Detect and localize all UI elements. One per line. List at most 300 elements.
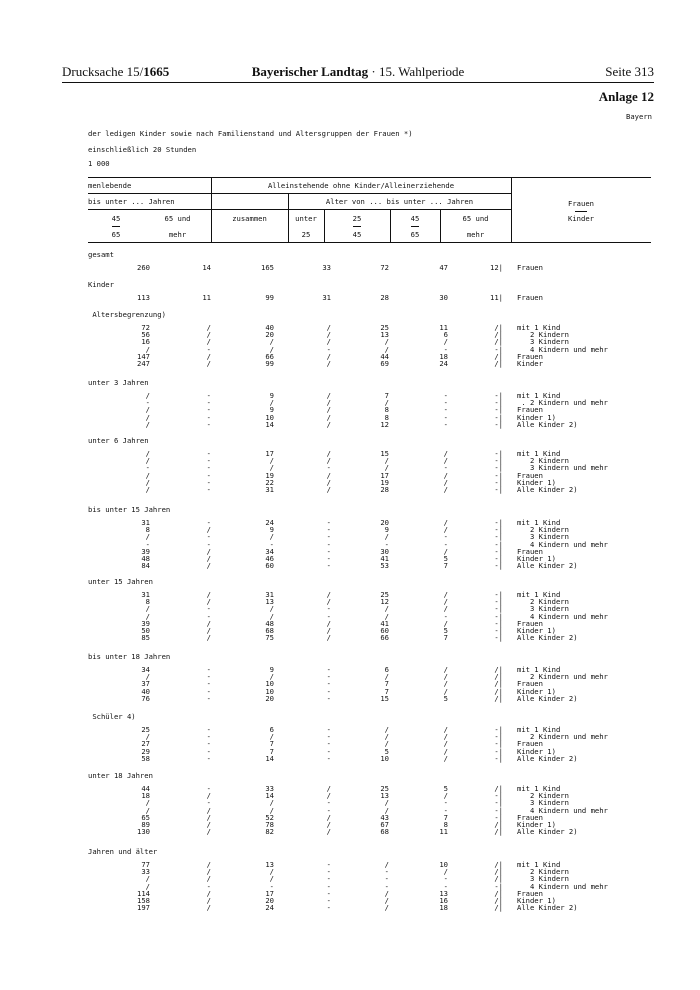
table-cell: 5 [443, 626, 448, 635]
row-label: Alle Kinder 2) [517, 419, 578, 429]
table-cell: 17 [265, 449, 274, 458]
table-cell: - [384, 881, 389, 891]
table-cell: 11| [490, 293, 503, 302]
header-col-mehr-single: mehr [466, 230, 485, 239]
table-cell: 8 [443, 820, 448, 829]
table-cell: 75 [265, 633, 274, 643]
table-cell: 18 [439, 351, 448, 361]
table-cell: / [206, 633, 211, 643]
section-title: unter 18 Jahren [88, 771, 153, 780]
table-cell: 76 [141, 693, 150, 703]
header-dash [353, 226, 361, 227]
table-cell: /| [494, 784, 503, 793]
table-cell: 113 [137, 293, 150, 302]
table-cell: / [326, 626, 331, 635]
parliament-title [62, 64, 654, 80]
table-cell: / [384, 604, 389, 614]
table-cell: / [145, 732, 150, 742]
table-cell: 16 [439, 896, 448, 905]
table-cell: / [326, 351, 331, 361]
document-number-prefix: Drucksache 15/ [62, 64, 144, 79]
row-label: mit 1 Kind [517, 518, 561, 527]
table-cell: -| [494, 463, 503, 473]
row-label: mit 1 Kind [517, 665, 561, 674]
table-cell: -| [494, 525, 503, 535]
table-cell: 10 [265, 679, 274, 689]
table-cell: / [443, 665, 448, 674]
table-cell: 9 [384, 525, 389, 535]
table-cell: - [206, 463, 211, 473]
table-cell: - [384, 867, 389, 877]
table-cell: / [384, 398, 389, 408]
table-cell: / [145, 604, 150, 614]
table-cell: / [269, 805, 274, 815]
table-cell: -| [494, 805, 503, 815]
table-cell: -| [494, 344, 503, 354]
table-cell: - [206, 672, 211, 682]
section-title: bis unter 18 Jahren [88, 652, 171, 661]
table-row [0, 828, 700, 836]
table-cell: 60 [380, 626, 389, 635]
header-col-65-und-single: 65 und [462, 214, 489, 223]
document-number-value: 1665 [143, 64, 170, 79]
table-cell: 84 [141, 561, 150, 571]
row-label: 4 Kindern und mehr [517, 539, 608, 549]
table-cell: 7 [443, 561, 448, 571]
table-cell: / [145, 532, 150, 542]
table-subcaption: einschließlich 20 Stunden [88, 145, 197, 154]
table-cell: - [326, 672, 331, 682]
table-cell: - [206, 470, 211, 480]
row-label: mit 1 Kind [517, 860, 561, 869]
table-cell: 31 [322, 293, 331, 302]
table-cell: - [206, 405, 211, 415]
table-cell: 28 [380, 293, 389, 302]
table-cell: 13 [380, 330, 389, 340]
table-cell: -| [494, 597, 503, 607]
parliament-name: Bayerischer Landtag [251, 64, 369, 79]
table-cell: 67 [380, 820, 389, 829]
row-label: Frauen [517, 618, 543, 628]
table-cell: / [206, 812, 211, 822]
row-label: 2 Kindern [517, 597, 569, 607]
section-title: unter 15 Jahren [88, 577, 153, 586]
table-cell: / [443, 791, 448, 801]
row-label: Alle Kinder 2) [517, 693, 578, 703]
table-cell: 99 [265, 359, 274, 368]
table-cell: - [326, 746, 331, 756]
table-cell: /| [494, 860, 503, 869]
table-cell: / [326, 419, 331, 429]
table-cell: - [206, 746, 211, 756]
table-cell: 20 [380, 518, 389, 527]
table-cell: 27 [141, 739, 150, 749]
table-cell: - [145, 539, 150, 549]
table-cell: 48 [141, 554, 150, 563]
table-cell: -| [494, 590, 503, 599]
table-header [88, 177, 651, 243]
table-cell: / [384, 344, 389, 354]
table-cell: 46 [265, 554, 274, 563]
row-label: Kinder 1) [517, 746, 556, 756]
table-cell: / [269, 398, 274, 408]
table-cell: - [269, 881, 274, 891]
header-col-25: 25 [301, 230, 311, 239]
section-title: unter 3 Jahren [88, 378, 149, 387]
table-cell: -| [494, 554, 503, 563]
table-cell: - [443, 463, 448, 473]
table-cell: 14 [265, 791, 274, 801]
table-cell: / [206, 874, 211, 884]
table-cell: / [384, 456, 389, 466]
table-cell: - [206, 665, 211, 674]
table-cell: / [269, 672, 274, 682]
table-cell: 41 [380, 618, 389, 628]
table-cell: 18 [439, 903, 448, 913]
table-cell: -| [494, 798, 503, 808]
row-label: Frauen [517, 351, 543, 361]
row-label: Alle Kinder 2) [517, 753, 578, 763]
table-cell: / [443, 679, 448, 689]
table-cell: 50 [141, 626, 150, 635]
table-cell: 78 [265, 820, 274, 829]
page-header [62, 64, 654, 82]
table-cell: - [206, 456, 211, 466]
table-cell: - [326, 732, 331, 742]
row-label: 4 Kindern und mehr [517, 805, 608, 815]
table-row [0, 294, 700, 302]
table-cell: -| [494, 732, 503, 742]
table-cell: - [326, 753, 331, 763]
table-cell: - [326, 554, 331, 563]
table-cell: / [269, 344, 274, 354]
table-cell: / [443, 686, 448, 696]
table-cell: 6 [443, 330, 448, 340]
table-cell: - [443, 532, 448, 542]
table-cell: 30 [380, 546, 389, 556]
header-children: Kinder [568, 214, 594, 223]
table-cell: 158 [137, 896, 150, 905]
table-cell: 85 [141, 633, 150, 643]
table-cell: 89 [141, 820, 150, 829]
table-cell: 7 [269, 746, 274, 756]
table-cell: -| [494, 753, 503, 763]
table-cell: 7 [384, 679, 389, 689]
table-cell: -| [494, 419, 503, 429]
header-divider [88, 193, 211, 194]
table-cell: 7 [269, 739, 274, 749]
table-cell: 33 [141, 867, 150, 877]
row-label: mit 1 Kind [517, 725, 561, 734]
table-cell: / [145, 391, 150, 400]
table-cell: / [206, 805, 211, 815]
table-cell: / [326, 449, 331, 458]
table-cell: - [206, 412, 211, 422]
table-cell: 18 [141, 791, 150, 801]
table-cell: /| [494, 330, 503, 340]
table-cell: / [269, 611, 274, 621]
table-cell: 10 [439, 860, 448, 869]
row-label: 3 Kindern [517, 532, 569, 542]
table-cell: - [206, 611, 211, 621]
table-cell: 34 [141, 665, 150, 674]
table-cell: /| [494, 323, 503, 332]
table-cell: -| [494, 633, 503, 643]
table-cell: / [326, 477, 331, 487]
table-cell: / [443, 456, 448, 466]
table-cell: 82 [265, 827, 274, 837]
table-cell: / [384, 672, 389, 682]
row-label: Frauen [517, 405, 543, 415]
table-cell: / [206, 561, 211, 571]
table-cell: / [145, 456, 150, 466]
row-label: 3 Kindern [517, 604, 569, 614]
table-cell: / [443, 725, 448, 734]
table-cell: - [443, 611, 448, 621]
table-cell: - [206, 686, 211, 696]
table-cell: 5 [443, 554, 448, 563]
table-cell: - [206, 391, 211, 400]
table-cell: 14 [202, 263, 211, 272]
table-cell: - [206, 344, 211, 354]
row-label: 3 Kindern [517, 874, 569, 884]
table-cell: -| [494, 791, 503, 801]
table-cell: / [326, 812, 331, 822]
table-cell: 7 [384, 391, 389, 400]
table-cell: / [326, 359, 331, 368]
table-cell: / [206, 626, 211, 635]
table-cell: 31 [265, 485, 274, 494]
header-rule [62, 82, 654, 83]
table-cell: / [443, 590, 448, 599]
table-cell: / [269, 456, 274, 466]
header-col-65-und: 65 und [164, 214, 191, 223]
table-cell: 48 [265, 618, 274, 628]
table-cell: / [326, 470, 331, 480]
table-cell: 15 [380, 449, 389, 458]
table-cell: / [443, 546, 448, 556]
table-cell: / [384, 888, 389, 898]
table-cell: /| [494, 686, 503, 696]
table-cell: -| [494, 470, 503, 480]
table-cell: -| [494, 456, 503, 466]
row-label: Frauen [517, 293, 543, 302]
table-cell: / [206, 860, 211, 869]
row-label: 2 Kindern und mehr [517, 672, 608, 682]
table-cell: /| [494, 888, 503, 898]
table-cell: / [206, 597, 211, 607]
header-divider [211, 193, 511, 194]
table-cell: 9 [269, 665, 274, 674]
table-cell: 20 [265, 693, 274, 703]
section-title: Jahren und älter [88, 847, 158, 856]
header-col-45: 45 [111, 214, 121, 223]
table-cell: - [206, 732, 211, 742]
table-cell: /| [494, 337, 503, 347]
table-cell: -| [494, 398, 503, 408]
table-cell: / [326, 405, 331, 415]
table-cell: 33 [265, 784, 274, 793]
table-cell: 5 [443, 693, 448, 703]
row-label: Frauen [517, 470, 543, 480]
table-cell: - [443, 805, 448, 815]
table-cell: - [326, 725, 331, 734]
table-cell: / [206, 827, 211, 837]
header-col-65-to: 65 [410, 230, 420, 239]
table-cell: 17 [380, 470, 389, 480]
table-row [0, 360, 700, 368]
row-label: 3 Kindern [517, 337, 569, 347]
header-women: Frauen [568, 199, 594, 208]
table-cell: 37 [141, 679, 150, 689]
table-cell: - [206, 798, 211, 808]
table-cell: - [326, 896, 331, 905]
table-cell: - [326, 686, 331, 696]
table-cell: 19 [380, 477, 389, 487]
legislative-period: · 15. Wahlperiode [368, 64, 465, 79]
table-cell: - [206, 739, 211, 749]
table-cell: 9 [269, 391, 274, 400]
table-cell: / [326, 456, 331, 466]
table-cell: / [384, 732, 389, 742]
header-col-unter: unter [295, 214, 317, 223]
table-cell: - [443, 874, 448, 884]
table-cell: 7 [443, 633, 448, 643]
table-cell: - [326, 867, 331, 877]
row-label: Frauen [517, 679, 543, 689]
header-group-couples: menlebende [88, 181, 132, 190]
table-cell: / [206, 618, 211, 628]
row-label: Kinder 1) [517, 896, 556, 905]
table-cell: 247 [137, 359, 150, 368]
table-cell: - [145, 463, 150, 473]
table-cell: -| [494, 477, 503, 487]
table-cell: / [145, 477, 150, 487]
section-title: unter 6 Jahren [88, 436, 149, 445]
table-cell: 16 [141, 337, 150, 347]
table-cell: - [443, 881, 448, 891]
table-cell: 44 [141, 784, 150, 793]
table-cell: / [145, 405, 150, 415]
table-cell: 25 [380, 323, 389, 332]
row-label: mit 1 Kind [517, 449, 561, 458]
table-cell: - [443, 419, 448, 429]
table-cell: / [206, 791, 211, 801]
row-label: Kinder 1) [517, 554, 556, 563]
row-label: 4 Kindern und mehr [517, 344, 608, 354]
table-cell: - [326, 546, 331, 556]
table-cell: / [384, 798, 389, 808]
table-cell: -| [494, 532, 503, 542]
table-cell: 65 [141, 812, 150, 822]
table-cell: / [443, 867, 448, 877]
header-divider [88, 209, 511, 210]
table-cell: - [206, 419, 211, 429]
table-cell: 31 [265, 590, 274, 599]
table-cell: 14 [265, 419, 274, 429]
table-cell: 66 [265, 351, 274, 361]
table-row [0, 904, 700, 912]
table-caption: der ledigen Kinder sowie nach Familienstand und Altersgruppen der Frauen *) [88, 129, 413, 138]
table-cell: - [326, 604, 331, 614]
table-cell: -| [494, 626, 503, 635]
header-dash [575, 211, 587, 212]
table-cell: / [206, 867, 211, 877]
table-cell: - [443, 391, 448, 400]
table-cell: 68 [265, 626, 274, 635]
table-cell: -| [494, 881, 503, 891]
table-cell: - [206, 725, 211, 734]
table-cell: 25 [380, 590, 389, 599]
table-cell: 11 [202, 293, 211, 302]
header-col-mehr: mehr [168, 230, 187, 239]
row-label: Kinder 1) [517, 686, 556, 696]
table-cell: /| [494, 827, 503, 837]
table-cell: 28 [380, 485, 389, 494]
table-cell: - [443, 344, 448, 354]
row-label: Alle Kinder 2) [517, 485, 578, 494]
table-cell: / [443, 470, 448, 480]
table-cell: - [145, 398, 150, 408]
table-cell: - [326, 463, 331, 473]
table-cell: - [269, 539, 274, 549]
row-label: Kinder 1) [517, 820, 556, 829]
table-cell: - [206, 679, 211, 689]
row-label: . 2 Kindern und mehr [517, 398, 608, 408]
table-cell: 24 [265, 903, 274, 913]
table-cell: 24 [439, 359, 448, 368]
table-cell: -| [494, 812, 503, 822]
table-cell: - [326, 805, 331, 815]
table-cell: /| [494, 679, 503, 689]
table-row [0, 562, 700, 570]
table-cell: 6 [269, 725, 274, 734]
table-cell: 13 [380, 791, 389, 801]
row-label: mit 1 Kind [517, 784, 561, 793]
header-group-single: Alleinstehende ohne Kinder/Alleinerziehende [267, 181, 455, 190]
row-label: 2 Kindern [517, 791, 569, 801]
row-label: Frauen [517, 546, 543, 556]
table-cell: 33 [322, 263, 331, 272]
row-label: Frauen [517, 739, 543, 749]
table-cell: 20 [265, 896, 274, 905]
table-cell: / [443, 525, 448, 535]
table-cell: / [384, 903, 389, 913]
table-cell: - [326, 532, 331, 542]
table-cell: - [326, 344, 331, 354]
table-cell: / [384, 725, 389, 734]
table-cell: 15 [380, 693, 389, 703]
table-cell: / [384, 805, 389, 815]
table-cell: 72 [380, 263, 389, 272]
table-cell: / [206, 323, 211, 332]
section-title: Kinder [88, 280, 114, 289]
table-cell: 8 [145, 597, 150, 607]
table-cell: 14 [265, 753, 274, 763]
table-cell: -| [494, 739, 503, 749]
table-cell: / [443, 672, 448, 682]
table-cell: -| [494, 485, 503, 494]
table-cell: -| [494, 405, 503, 415]
header-col-65: 65 [111, 230, 121, 239]
table-cell: / [384, 896, 389, 905]
table-cell: /| [494, 820, 503, 829]
table-cell: / [269, 463, 274, 473]
table-cell: / [326, 391, 331, 400]
table-cell: -| [494, 604, 503, 614]
table-cell: 56 [141, 330, 150, 340]
table-cell: 5 [384, 746, 389, 756]
